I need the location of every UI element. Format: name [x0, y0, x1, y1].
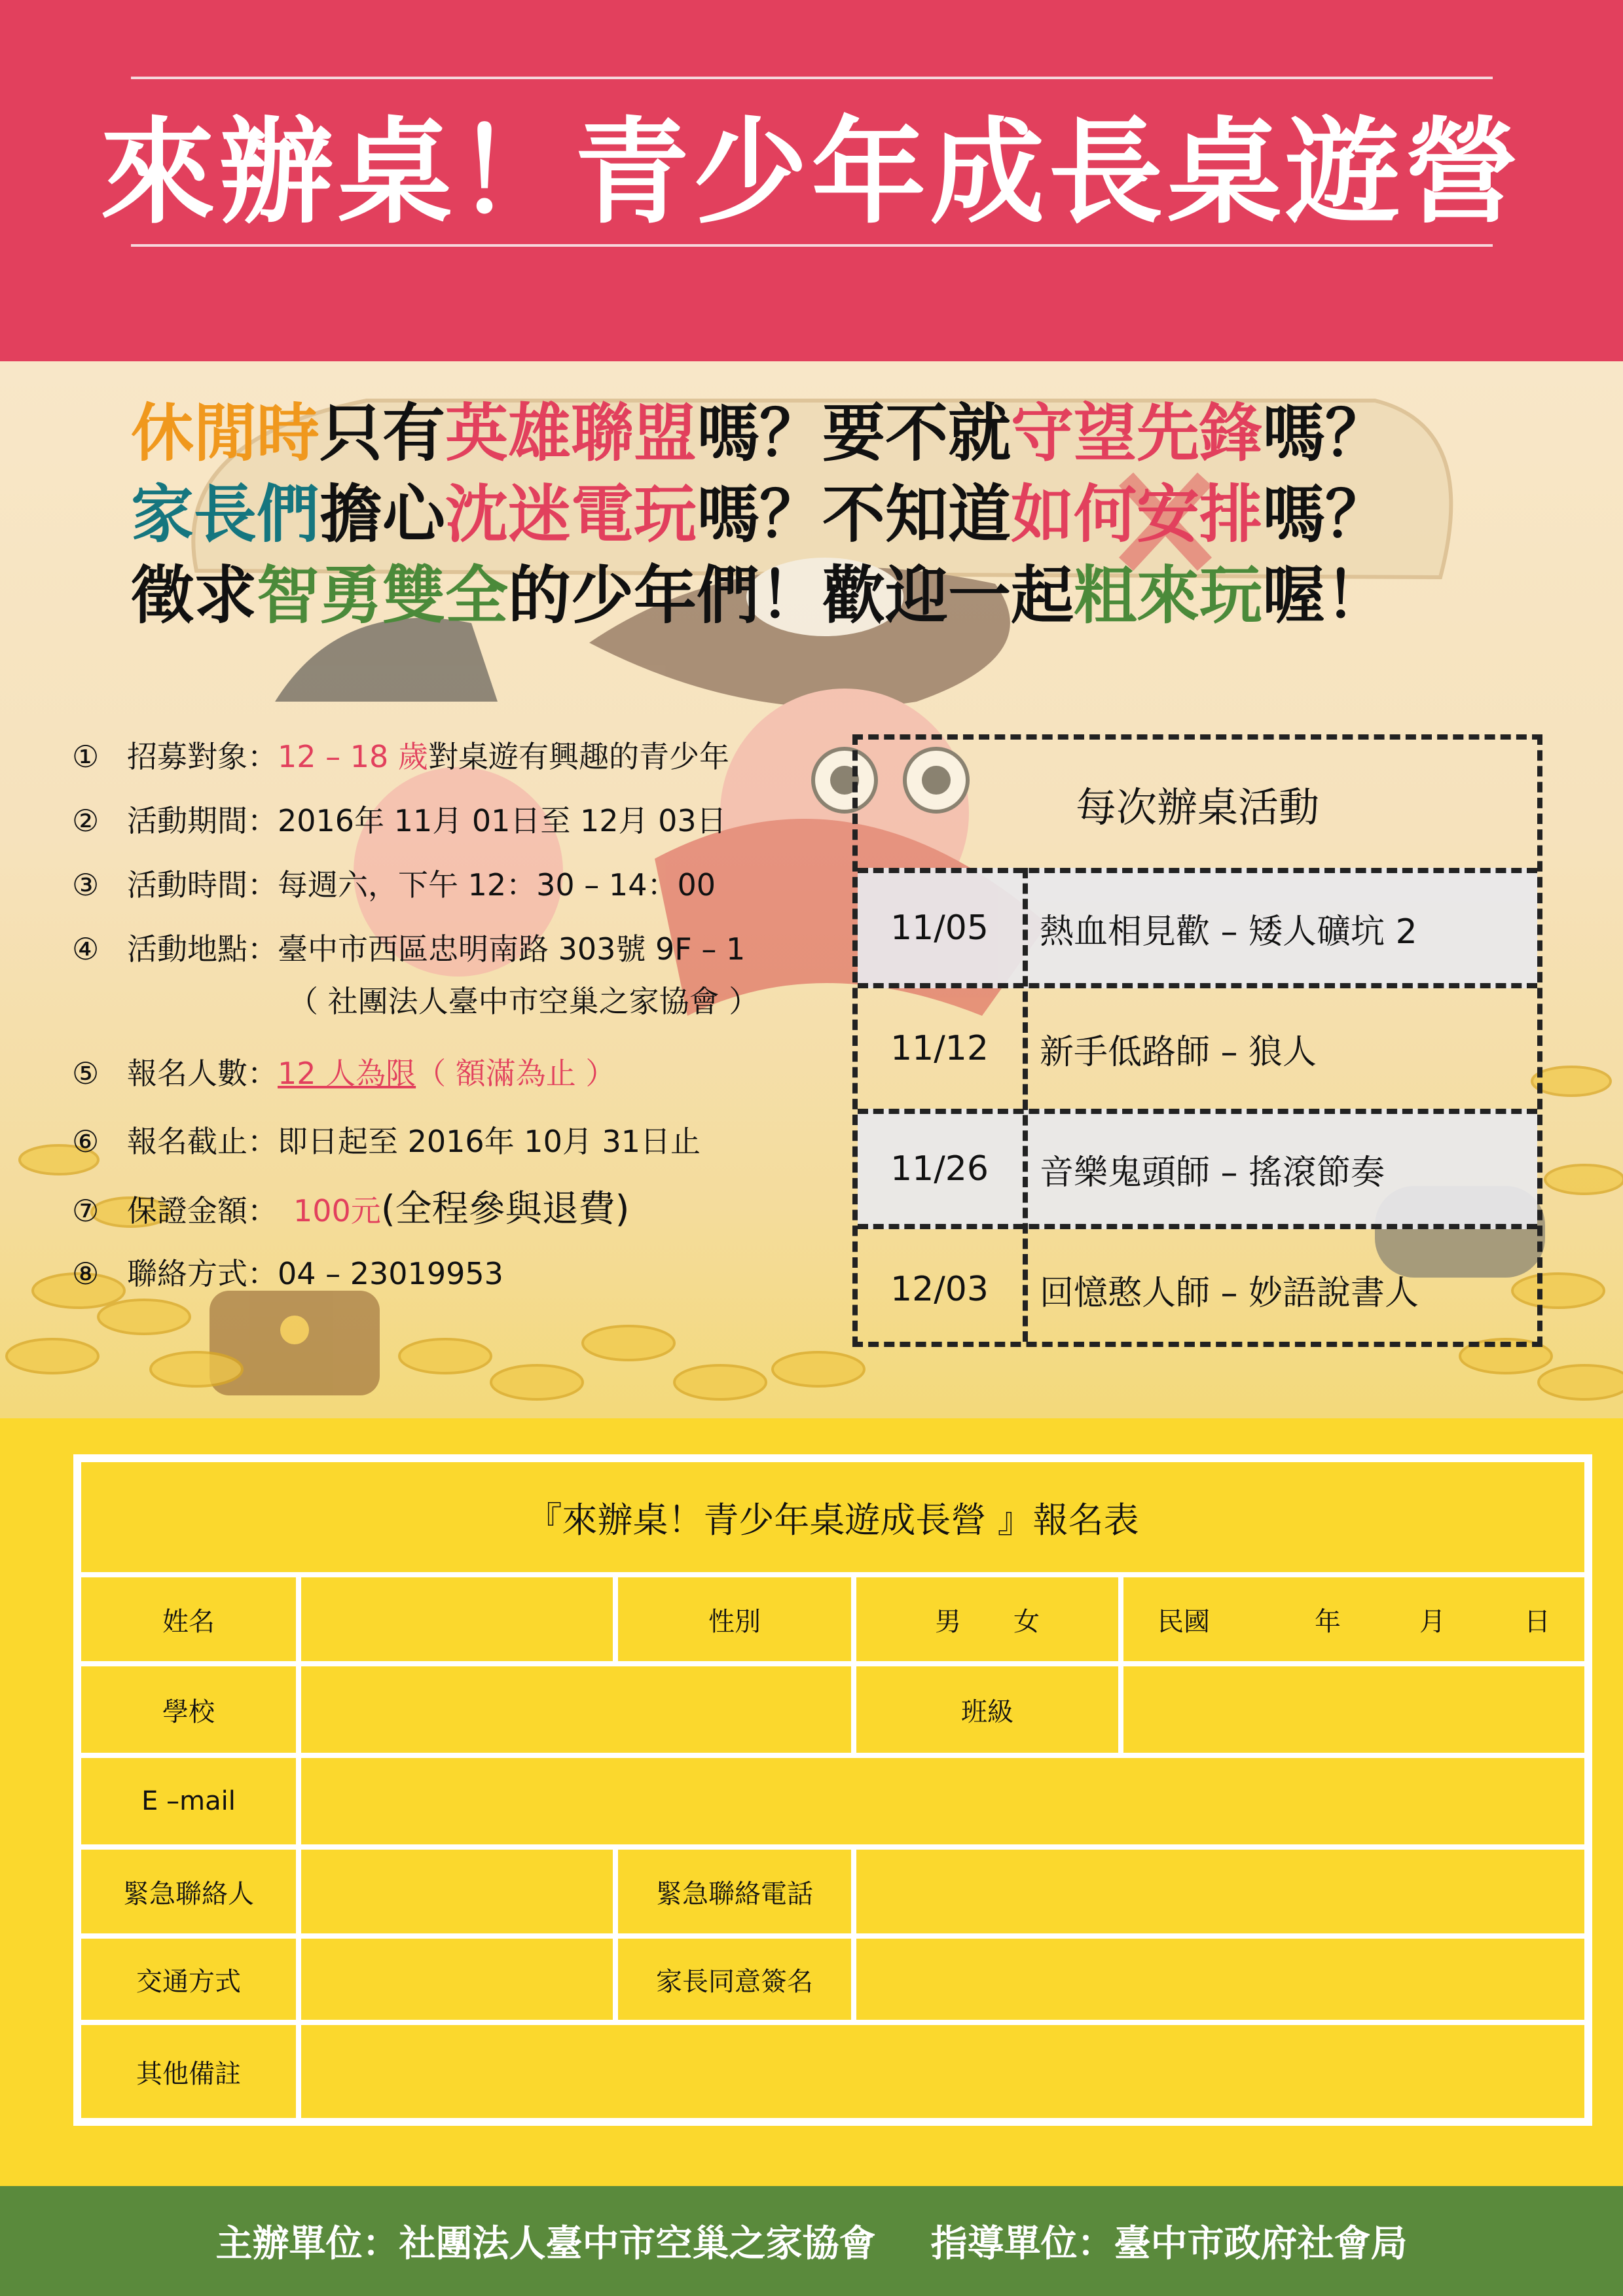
label-emergency-phone: 緊急聯絡電話	[615, 1847, 854, 1936]
class-field[interactable]	[1121, 1664, 1587, 1755]
schedule-row	[858, 1229, 1537, 1350]
info-deposit: ⑦ 保證金額： 100元(全程參與退費)	[72, 1188, 630, 1230]
schedule-box	[852, 734, 1542, 1347]
schedule-activity: 熱血相見歡 – 矮人礦坑 2	[1040, 912, 1417, 952]
label-email: E –mail	[79, 1755, 299, 1847]
form-title: 『來辦桌！青少年桌遊成長營 』報名表	[79, 1460, 1587, 1575]
schedule-row	[858, 868, 1537, 988]
school-field[interactable]	[299, 1664, 854, 1755]
header-bottom-rule	[131, 244, 1493, 247]
label-emergency-contact: 緊急聯絡人	[79, 1847, 299, 1936]
tagline-line-2: 家長們擔心沈迷電玩嗎？不知道如何安排嗎？	[131, 478, 1388, 551]
label-school: 學校	[79, 1664, 299, 1755]
schedule-divider	[1023, 868, 1028, 1342]
schedule-date: 11/05	[890, 908, 989, 948]
header-banner	[0, 0, 1623, 361]
email-field[interactable]	[299, 1755, 1587, 1847]
emergency-phone-field[interactable]	[854, 1847, 1587, 1936]
info-location: ④ 活動地點：臺中市西區忠明南路 303號 9F – 1	[72, 931, 746, 967]
info-time: ③ 活動時間：每週六，下午 12：30 – 14：00	[72, 867, 716, 903]
birthdate-field[interactable]: 民國 年 月 日	[1121, 1575, 1587, 1664]
schedule-activity: 新手低路師 – 狼人	[1040, 1032, 1317, 1072]
schedule-row	[858, 1109, 1537, 1229]
info-target-audience: ① 招募對象：12 – 18 歲對桌遊有興趣的青少年	[72, 739, 729, 774]
info-contact: ⑧ 聯絡方式：04 – 23019953	[72, 1256, 503, 1291]
name-field[interactable]	[299, 1575, 615, 1664]
schedule-activity: 音樂鬼頭師 – 搖滾節奏	[1040, 1153, 1385, 1193]
registration-form	[73, 1454, 1592, 2126]
label-notes: 其他備註	[79, 2022, 299, 2121]
page-title: 來辦桌！青少年成長桌遊營	[100, 107, 1523, 240]
transport-field[interactable]	[299, 1936, 615, 2022]
schedule-date: 11/12	[890, 1029, 989, 1068]
info-deadline: ⑥ 報名截止：即日起至 2016年 10月 31日止	[72, 1124, 701, 1159]
schedule-date: 12/03	[890, 1270, 989, 1309]
tagline-line-1: 休閒時只有英雄聯盟嗎？要不就守望先鋒嗎？	[131, 397, 1388, 470]
footer-supervisor: 指導單位：臺中市政府社會局	[930, 2223, 1408, 2265]
emergency-contact-field[interactable]	[299, 1847, 615, 1936]
info-period: ② 活動期間：2016年 11月 01日至 12月 03日	[72, 803, 727, 838]
label-class: 班級	[854, 1664, 1121, 1755]
footer-banner	[0, 2186, 1623, 2296]
schedule-activity: 回憶憨人師 – 妙語說書人	[1040, 1273, 1419, 1313]
label-gender: 性別	[615, 1575, 854, 1664]
label-name: 姓名	[79, 1575, 299, 1664]
info-capacity: ⑤ 報名人數：12 人為限（ 額滿為止 ）	[72, 1056, 616, 1091]
header-top-rule	[131, 77, 1493, 79]
parent-signature-field[interactable]	[854, 1936, 1587, 2022]
notes-field[interactable]	[299, 2022, 1587, 2121]
gender-options[interactable]: 男 女	[854, 1575, 1121, 1664]
schedule-heading: 每次辦桌活動	[1075, 783, 1319, 831]
info-location-org: （ 社團法人臺中市空巢之家協會 ）	[288, 984, 759, 1019]
schedule-row	[858, 988, 1537, 1109]
label-parent-signature: 家長同意簽名	[615, 1936, 854, 2022]
schedule-date: 11/26	[890, 1149, 989, 1189]
footer-organizer: 主辦單位：社團法人臺中市空巢之家協會	[215, 2223, 876, 2265]
tagline-line-3: 徵求智勇雙全的少年們！歡迎一起粗來玩喔！	[131, 559, 1388, 632]
label-transport: 交通方式	[79, 1936, 299, 2022]
